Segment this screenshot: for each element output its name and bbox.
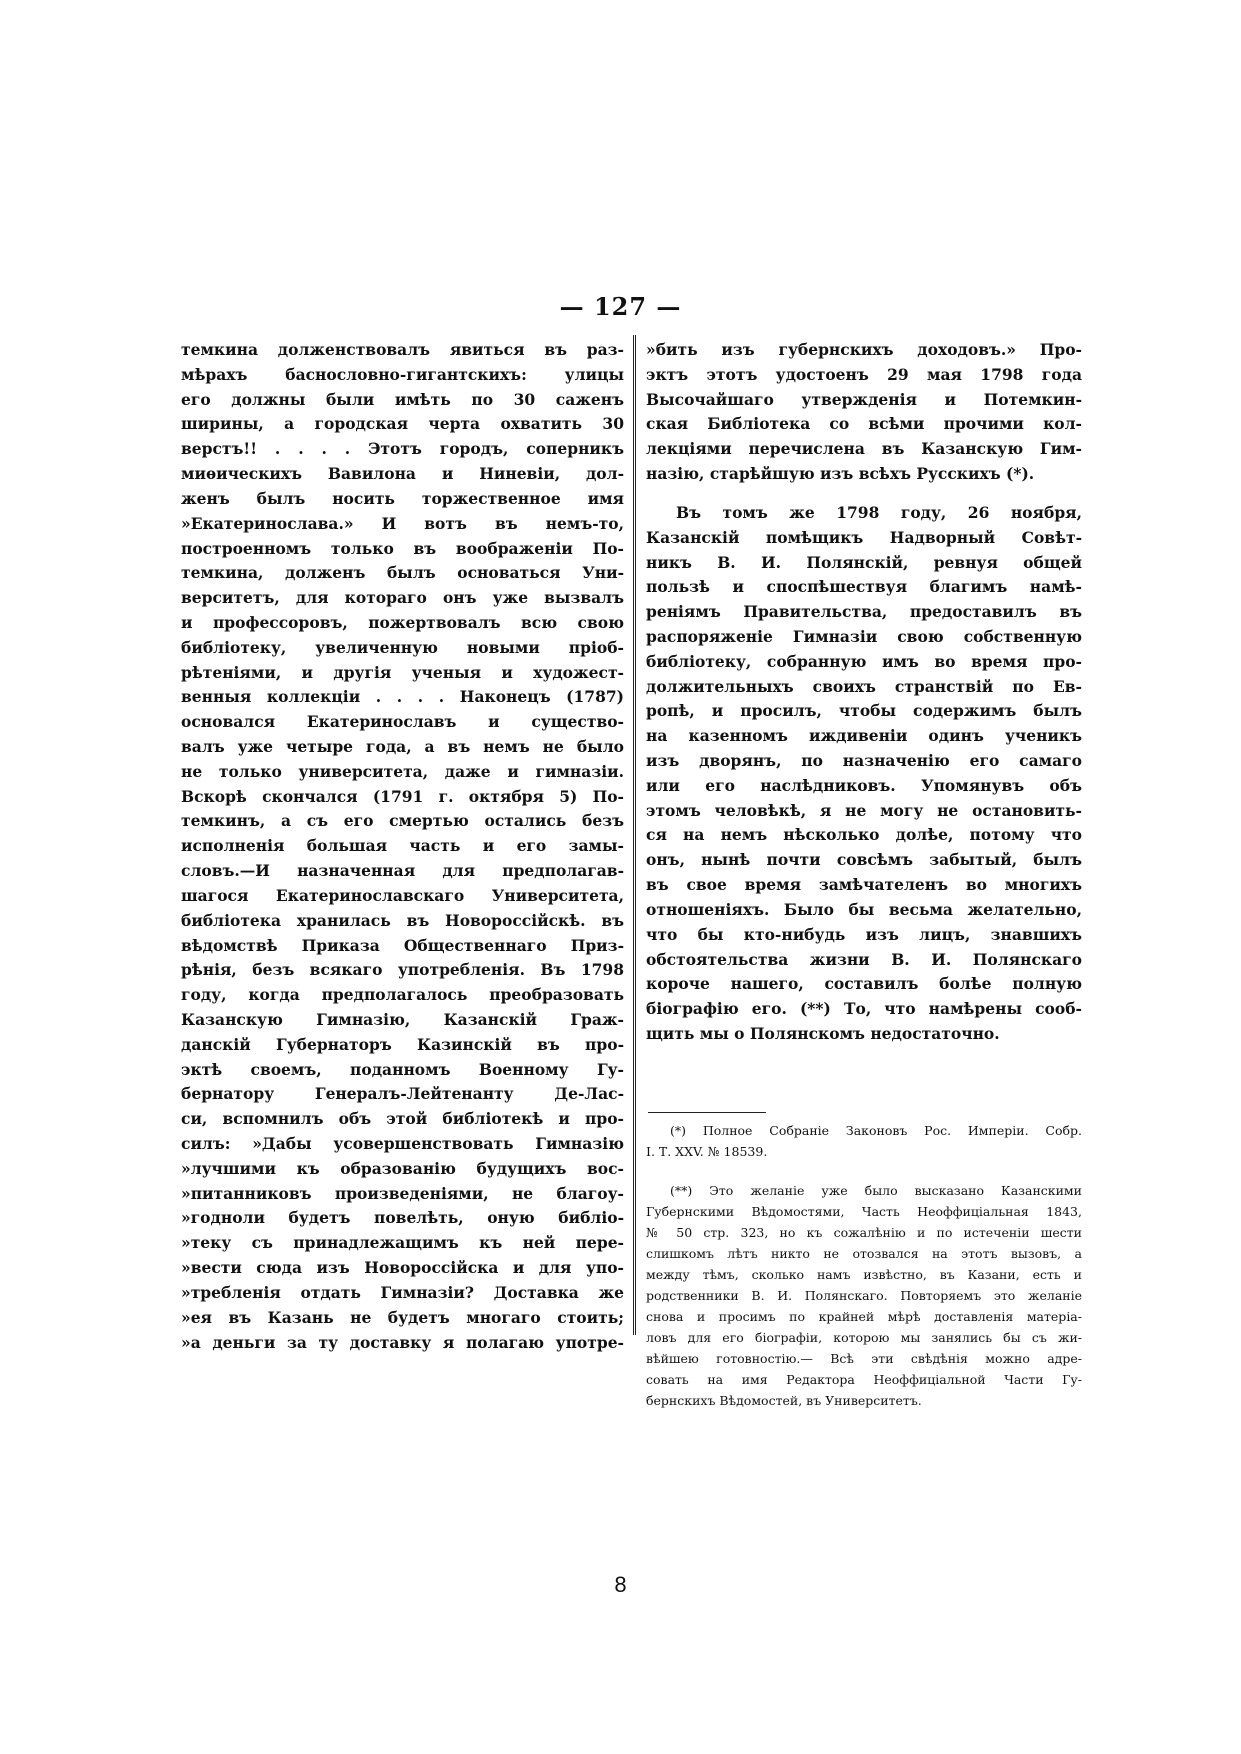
footnote-line: № 50 стр. 323, но къ сожалѣнію и по истеченіи шести	[646, 1225, 1082, 1240]
text-line: ропѣ, и просилъ, чтобы содержимъ былъ	[646, 701, 1082, 721]
text-line: рѣтеніями, и другія ученыя и художест-	[181, 662, 624, 682]
text-line: библіотека хранилась въ Новороссійскѣ. въ	[181, 910, 624, 930]
text-line: ская Библіотека со всѣми прочими кол-	[646, 414, 1082, 434]
text-line: мѣрахъ баснословно-гигантскихъ: улицы	[181, 364, 624, 384]
text-line: Вскорѣ скончался (1791 г. октября 5) По-	[181, 786, 624, 806]
column-divider	[633, 335, 636, 1335]
text-line: исполненія большая часть и его замы-	[181, 836, 624, 856]
text-line: библіотеку, увеличенную новыми пріоб-	[181, 637, 624, 657]
text-line: на казенномъ иждивеніи одинъ ученикъ	[646, 726, 1082, 746]
text-line: верстъ!! . . . . Этотъ городъ, соперникъ	[181, 439, 624, 459]
page-header-number: — 127 —	[559, 292, 682, 321]
text-line: или его наслѣдниковъ. Упомянувъ объ	[646, 775, 1082, 795]
text-line: обстоятельства жизни В. И. Полянскаго	[646, 949, 1082, 969]
text-line: рѣнія, безъ всякаго употребленія. Въ 1798	[181, 960, 624, 980]
text-line: женъ былъ носить торжественное имя	[181, 488, 624, 508]
text-line: миѳическихъ Вавилона и Ниневіи, дол-	[181, 464, 624, 484]
text-line: данскій Губернаторъ Казинскій въ про-	[181, 1034, 624, 1054]
text-line: назію, старѣйшую изъ всѣхъ Русскихъ (*).	[646, 464, 1035, 484]
footnote-line: Губернскими Вѣдомостями, Часть Неоффиціальная 1843,	[646, 1204, 1082, 1219]
footnote-line: вѣйшею готовностію.— Всѣ эти свѣдѣнія можно адре-	[646, 1351, 1082, 1366]
text-line: »бить изъ губернскихъ доходовъ.» Про-	[646, 340, 1082, 359]
footnote-line: I. Т. XXV. № 18539.	[646, 1144, 768, 1159]
text-line: шагося Екатеринославскаго Университета,	[181, 885, 624, 905]
footnote-line: совать на имя Редактора Неоффиціальной Части Гу-	[646, 1372, 1082, 1387]
text-line: венныя коллекціи . . . . Наконецъ (1787)	[181, 687, 624, 707]
footnote-line: бернскихъ Вѣдомостей, въ Университетъ.	[646, 1393, 922, 1408]
text-line: Высочайшаго утвержденія и Потемкин-	[646, 389, 1082, 409]
text-line: словъ.—И назначенная для предполагав-	[181, 861, 624, 881]
footnote-line: слишкомъ лѣтъ никто не отозвался на этотъ вызовъ, а	[646, 1246, 1082, 1261]
text-line: распоряженіе Гимназіи свою собственную	[646, 626, 1082, 646]
footnote-line: снова и просимъ по крайней мѣрѣ доставленія матеріа-	[646, 1309, 1082, 1324]
text-line: »ея въ Казань не будетъ многаго стоить;	[181, 1307, 624, 1327]
footnote-line: ловъ для его біографіи, которою мы занялись бы съ жи-	[646, 1330, 1082, 1345]
text-line: верситетъ, для котораго онъ уже вызвалъ	[181, 588, 624, 608]
footnote-rule	[648, 1112, 766, 1113]
footnote-line: (*) Полное Собраніе Законовъ Рос. Имперіи. Собр.	[670, 1123, 1082, 1138]
text-line: »лучшими къ образованію будущихъ вос-	[181, 1158, 624, 1178]
text-line: ся на немъ нѣсколько долѣе, потому что	[646, 825, 1082, 845]
text-line: »вести сюда изъ Новороссійска и для упо-	[181, 1258, 624, 1278]
text-line: »требленія отдать Гимназіи? Доставка же	[181, 1282, 624, 1302]
text-line: вѣдомствѣ Приказа Общественнаго Приз-	[181, 935, 624, 955]
text-line: его должны были имѣть по 30 саженъ	[181, 389, 624, 409]
text-line: Казанскую Гимназію, Казанскій Граж-	[181, 1009, 624, 1029]
footnote-line: между тѣмъ, сколько намъ извѣстно, въ Казани, есть и	[646, 1267, 1082, 1282]
text-line: построенномъ только въ воображеніи По-	[181, 538, 624, 558]
text-line: си, вспомнилъ объ этой библіотекѣ и про-	[181, 1109, 624, 1129]
text-line: валъ уже четыре года, а въ немъ не было	[181, 737, 624, 756]
text-line: »годноли будетъ повелѣть, оную библіо-	[181, 1208, 624, 1228]
text-line: бернатору Генералъ-Лейтенанту Де-Лас-	[181, 1084, 624, 1104]
text-line: Казанскій помѣщикъ Надворный Совѣт-	[646, 527, 1082, 547]
text-line: щить мы о Полянскомъ недостаточно.	[646, 1023, 1000, 1043]
left-column	[181, 338, 624, 1355]
text-line: »Екатеринослава.» И вотъ въ немъ-то,	[181, 513, 624, 533]
text-line: этомъ человѣкѣ, я не могу не остановить-	[646, 800, 1082, 820]
text-line: Въ томъ же 1798 году, 26 ноября,	[676, 502, 1082, 522]
text-line: году, когда предполагалось преобразовать	[181, 985, 624, 1005]
right-column	[646, 338, 1082, 1047]
text-line: ширины, а городская черта охватить 30	[181, 414, 624, 434]
text-line: пользѣ и споспѣшествуя благимъ намѣ-	[646, 577, 1082, 597]
text-line: короче нашего, составилъ болѣе полную	[646, 974, 1082, 994]
text-line: эктѣ своемъ, поданномъ Военному Гу-	[181, 1059, 624, 1079]
footnote-line: родственники В. И. Полянскаго. Повторяемъ это желаніе	[646, 1288, 1082, 1303]
text-line: въ свое время замѣчателенъ во многихъ	[646, 875, 1082, 895]
text-line: отношеніяхъ. Было бы весьма желательно,	[646, 899, 1082, 919]
text-line: »питанниковъ произведеніями, не благоу-	[181, 1183, 624, 1203]
text-line: »теку съ принадлежащимъ къ ней пере-	[181, 1233, 624, 1253]
text-line: темкинъ, а съ его смертью остались безъ	[181, 811, 624, 831]
text-line: основался Екатеринославъ и существо-	[181, 712, 624, 732]
text-line: изъ дворянъ, по назначенію его самаго	[646, 751, 1082, 770]
text-line: библіотеку, собранную имъ во время про-	[646, 651, 1082, 671]
text-line: »а деньги за ту доставку я полагаю употре-	[181, 1332, 624, 1352]
text-line: онъ, нынѣ почти совсѣмъ забытый, былъ	[646, 850, 1082, 870]
text-line: лекціями перечислена въ Казанскую Гим-	[646, 439, 1082, 459]
text-line: должительныхъ своихъ странствій по Ев-	[646, 676, 1082, 696]
text-line: реніямъ Правительства, предоставилъ въ	[646, 602, 1082, 622]
footnote-line: (**) Это желаніе уже было высказано Казанскими	[670, 1183, 1082, 1198]
text-line: и профессоровъ, пожертвовалъ всю свою	[181, 612, 624, 632]
text-line: что бы кто-нибудь изъ лицъ, знавшихъ	[646, 924, 1082, 944]
text-line: біографію его. (**) То, что намѣрены сооб-	[646, 999, 1082, 1019]
text-line: не только университета, даже и гимназіи.	[181, 761, 624, 781]
text-line: темкина, долженъ былъ основаться Уни-	[181, 563, 624, 583]
text-line: силъ: »Дабы усовершенствовать Гимназію	[181, 1134, 624, 1153]
footnotes	[646, 1120, 1082, 1411]
text-line: никъ В. И. Полянскій, ревнуя общей	[646, 552, 1082, 572]
text-line: темкина долженствовалъ явиться въ раз-	[181, 340, 624, 359]
page-number: 8	[614, 1572, 627, 1597]
text-line: эктъ этотъ удостоенъ 29 мая 1798 года	[646, 364, 1082, 384]
